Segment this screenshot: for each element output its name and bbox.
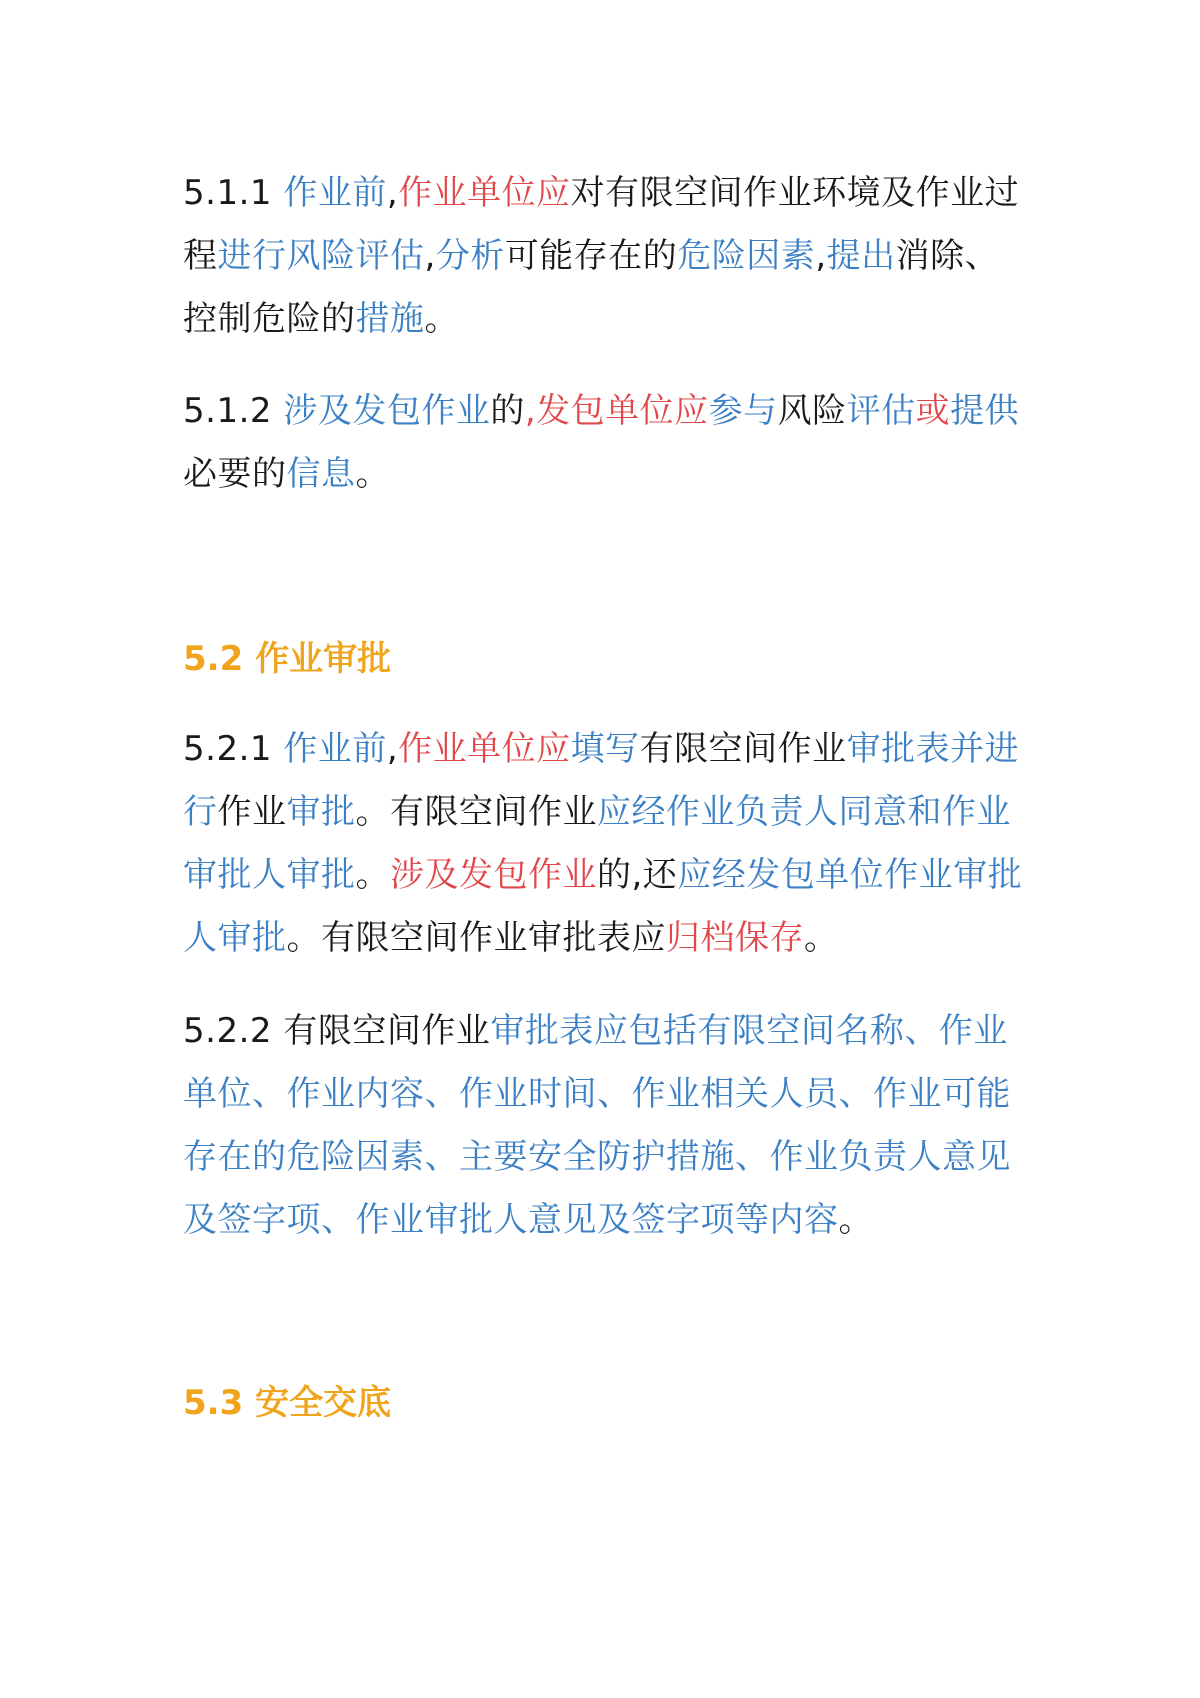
text-segment-plain: 可能存在的 xyxy=(504,236,678,276)
text-segment-red: ,发包单位应 xyxy=(524,391,709,431)
text-segment-red: 或 xyxy=(915,391,951,431)
text-segment-blue: 审批 xyxy=(286,792,356,832)
text-segment-plain: 对有限空间作业环境及作业过程 xyxy=(183,173,1020,276)
text-segment-plain: 的,还 xyxy=(597,855,678,895)
text-segment-plain: 。 xyxy=(838,1200,873,1240)
section-heading-5-2: 5.2 作业审批 xyxy=(183,639,392,679)
text-segment-blue: 涉及发包作业 xyxy=(283,391,491,431)
text-segment-plain: 5.2.1 xyxy=(183,729,284,769)
text-segment-plain: 。 xyxy=(424,299,459,339)
clause-5-1-2 xyxy=(183,380,1033,506)
text-segment-blue: 应经作业负责人同意和作业审批人审批 xyxy=(183,792,1011,895)
text-segment-plain: , xyxy=(424,236,436,276)
text-segment-red: 作业单位应 xyxy=(398,173,571,213)
text-segment-plain: 。 xyxy=(804,918,839,958)
text-segment-plain: 消除、 控制危险的 xyxy=(183,236,1000,339)
text-segment-blue: 填写 xyxy=(570,729,640,769)
text-segment-blue: 危险因素 xyxy=(677,236,816,276)
text-segment-blue: 作业前 xyxy=(283,729,387,769)
text-segment-plain: 5.1.2 xyxy=(183,391,284,431)
text-segment-plain: 5.1.1 xyxy=(183,173,284,213)
text-segment-plain: 作业 xyxy=(217,792,287,832)
text-segment-blue: 分析 xyxy=(435,236,505,276)
text-segment-plain: 。有限空间作业 xyxy=(355,792,597,832)
text-segment-blue: 审批表并进行 xyxy=(183,729,1020,832)
text-segment-blue: 提出 xyxy=(826,236,896,276)
text-segment-red: 作业单位应 xyxy=(398,729,571,769)
clause-5-1-1 xyxy=(183,162,1033,351)
text-segment-blue: 措施 xyxy=(355,299,425,339)
text-segment-blue: 进行风险评估 xyxy=(217,236,425,276)
text-segment-plain: 。 xyxy=(355,454,390,494)
clause-5-2-2 xyxy=(183,1000,1033,1252)
section-heading-5-3: 5.3 安全交底 xyxy=(183,1383,392,1423)
text-segment-plain: 5.2.2 有限空间作业 xyxy=(183,1011,491,1051)
text-segment-plain: , xyxy=(386,173,399,213)
text-segment-blue: 审批表应包括有限空间名称、作业单位、作业内容、作业时间、作业相关人员、作业可能存在的危险因素、主要安全防护措施、作业负责人意见及签字项、作业审批人意见及签字项等内容 xyxy=(183,1011,1011,1240)
text-segment-plain: 的 xyxy=(490,391,525,431)
text-segment-plain: 必要的 xyxy=(183,454,287,494)
text-segment-plain: 风险 xyxy=(777,391,847,431)
text-segment-blue: 评估 xyxy=(846,391,916,431)
text-segment-blue: 参与 xyxy=(708,391,778,431)
text-segment-plain: 有限空间作业 xyxy=(639,729,847,769)
text-segment-red: 归档保存 xyxy=(666,918,804,958)
text-segment-red: 涉及发包作业 xyxy=(390,855,597,895)
text-segment-blue: 提供 xyxy=(950,391,1020,431)
text-segment-plain: , xyxy=(386,729,399,769)
text-segment-plain: 。 xyxy=(355,855,390,895)
text-segment-plain: , xyxy=(815,236,827,276)
text-segment-blue: 作业前 xyxy=(283,173,387,213)
text-segment-blue: 信息 xyxy=(286,454,356,494)
text-segment-plain: 。有限空间作业审批表应 xyxy=(286,918,666,958)
text-segment-blue: 应经发包单位作业审批人审批 xyxy=(183,855,1023,958)
clause-5-2-1 xyxy=(183,718,1033,970)
